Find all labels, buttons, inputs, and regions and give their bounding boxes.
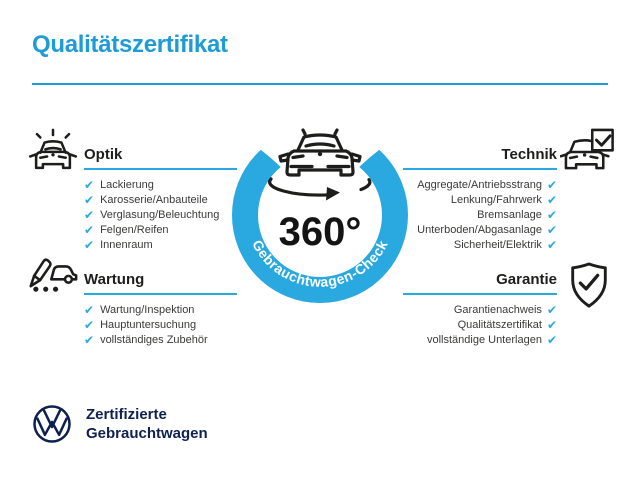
list-item-label: Garantienachweis bbox=[453, 304, 542, 316]
list-item bbox=[84, 178, 237, 193]
brand-text bbox=[86, 405, 208, 443]
list-item bbox=[84, 223, 237, 238]
list-item bbox=[403, 208, 557, 223]
brand-line-1: Zertifizierte bbox=[86, 406, 167, 423]
section-garantie bbox=[403, 271, 557, 348]
list-item-label: Innenraum bbox=[100, 239, 153, 251]
list-item bbox=[403, 318, 557, 333]
check-icon: ✔ bbox=[546, 178, 557, 192]
check-icon: ✔ bbox=[546, 238, 557, 252]
shield-check-icon bbox=[566, 261, 612, 311]
list-item-label: Lenkung/Fahrwerk bbox=[450, 194, 542, 206]
title-divider bbox=[32, 83, 608, 85]
page-title: Qualitätszertifikat bbox=[32, 31, 228, 58]
badge-degree-label: 360° bbox=[278, 210, 362, 254]
list-item bbox=[403, 193, 557, 208]
list-item bbox=[84, 193, 237, 208]
check-icon: ✔ bbox=[84, 238, 95, 252]
check-icon: ✔ bbox=[546, 303, 557, 317]
section-rule-garantie bbox=[403, 293, 557, 295]
brand-line-2: Gebrauchtwagen bbox=[86, 425, 208, 442]
list-item bbox=[403, 333, 557, 348]
list-item-label: Sicherheit/Elektrik bbox=[453, 239, 542, 251]
list-item-label: vollständiges Zubehör bbox=[100, 334, 208, 346]
badge-ring-label: Gebrauchtwagen-Check bbox=[249, 237, 391, 290]
list-item-label: Bremsanlage bbox=[477, 209, 542, 221]
check-icon: ✔ bbox=[84, 333, 95, 347]
shiny-car-front-icon bbox=[26, 127, 80, 175]
list-item-label: vollständige Unterlagen bbox=[426, 334, 542, 346]
technik-checklist bbox=[403, 178, 557, 253]
list-item-label: Verglasung/Beleuchtung bbox=[100, 209, 220, 221]
check-icon: ✔ bbox=[84, 303, 95, 317]
optik-checklist bbox=[84, 178, 237, 253]
check-icon: ✔ bbox=[546, 223, 557, 237]
section-wartung bbox=[84, 271, 237, 348]
section-title-technik: Technik bbox=[501, 146, 557, 163]
list-item bbox=[84, 318, 237, 333]
pen-car-checklist-icon bbox=[27, 257, 79, 293]
section-title-optik: Optik bbox=[84, 146, 123, 163]
section-technik bbox=[403, 146, 557, 253]
check-icon: ✔ bbox=[546, 208, 557, 222]
list-item-label: Qualitätszertifikat bbox=[457, 319, 542, 331]
car-checkbox-icon bbox=[560, 128, 616, 176]
section-title-wartung: Wartung bbox=[84, 271, 145, 288]
wartung-checklist bbox=[84, 303, 237, 348]
360-check-badge bbox=[230, 118, 410, 310]
list-item-label: Aggregate/Antriebsstrang bbox=[417, 179, 542, 191]
check-icon: ✔ bbox=[84, 318, 95, 332]
section-rule-technik bbox=[403, 168, 557, 170]
list-item bbox=[403, 223, 557, 238]
list-item bbox=[84, 238, 237, 253]
list-item-label: Hauptuntersuchung bbox=[100, 319, 197, 331]
list-item bbox=[84, 333, 237, 348]
list-item bbox=[403, 303, 557, 318]
section-title-garantie: Garantie bbox=[496, 271, 557, 288]
list-item-label: Lackierung bbox=[100, 179, 154, 191]
check-icon: ✔ bbox=[84, 208, 95, 222]
check-icon: ✔ bbox=[84, 178, 95, 192]
vw-logo bbox=[32, 404, 72, 444]
list-item-label: Karosserie/Anbauteile bbox=[100, 194, 208, 206]
check-icon: ✔ bbox=[546, 193, 557, 207]
list-item bbox=[403, 178, 557, 193]
list-item-label: Wartung/Inspektion bbox=[100, 304, 195, 316]
check-icon: ✔ bbox=[546, 333, 557, 347]
list-item-label: Unterboden/Abgasanlage bbox=[417, 224, 542, 236]
check-icon: ✔ bbox=[84, 223, 95, 237]
list-item-label: Felgen/Reifen bbox=[100, 224, 169, 236]
list-item bbox=[403, 238, 557, 253]
section-rule-optik bbox=[84, 168, 237, 170]
check-icon: ✔ bbox=[84, 193, 95, 207]
list-item bbox=[84, 208, 237, 223]
list-item bbox=[84, 303, 237, 318]
check-icon: ✔ bbox=[546, 318, 557, 332]
garantie-checklist bbox=[403, 303, 557, 348]
section-rule-wartung bbox=[84, 293, 237, 295]
section-optik bbox=[84, 146, 237, 253]
